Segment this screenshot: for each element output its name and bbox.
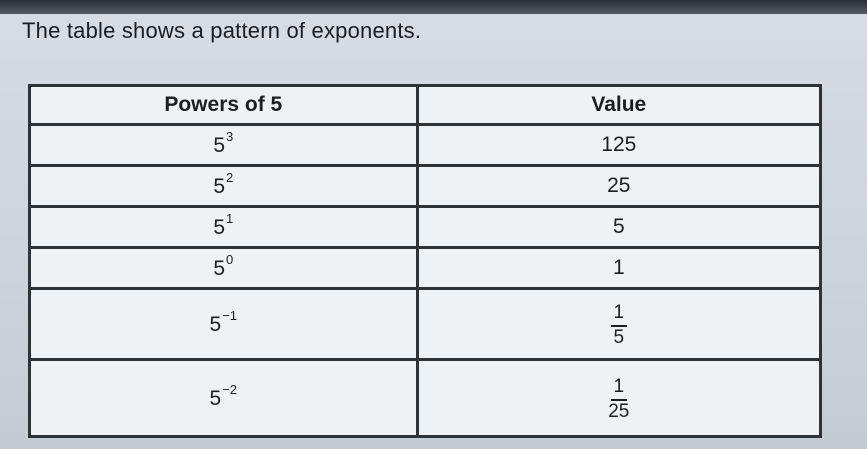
power-expression bbox=[213, 170, 234, 199]
table-header-row bbox=[30, 86, 821, 125]
value-cell: 5 bbox=[417, 207, 820, 248]
power-expression bbox=[213, 211, 234, 240]
fraction-numerator: 1 bbox=[611, 303, 628, 327]
question-prompt: The table shows a pattern of exponents. bbox=[22, 18, 422, 43]
value-cell bbox=[417, 360, 820, 437]
power-expression bbox=[213, 252, 234, 281]
power-cell bbox=[30, 166, 418, 207]
power-cell bbox=[30, 360, 418, 437]
power-base: 5 bbox=[213, 257, 226, 280]
fraction-value bbox=[611, 303, 628, 349]
exponent-table-container bbox=[28, 84, 822, 434]
power-cell bbox=[30, 207, 418, 248]
table-row bbox=[30, 125, 821, 166]
power-cell bbox=[30, 125, 418, 166]
power-expression bbox=[209, 382, 238, 411]
power-exponent: −1 bbox=[222, 308, 238, 323]
header-powers-of-5: Powers of 5 bbox=[30, 86, 418, 125]
top-edge-strip bbox=[0, 0, 867, 14]
power-base: 5 bbox=[213, 216, 226, 239]
table-row bbox=[30, 207, 821, 248]
fraction-denominator: 5 bbox=[613, 326, 625, 348]
table-row bbox=[30, 248, 821, 289]
table-row bbox=[30, 289, 821, 360]
power-base: 5 bbox=[213, 134, 226, 157]
fraction-value bbox=[608, 377, 629, 423]
power-expression bbox=[213, 129, 234, 158]
value-cell: 25 bbox=[417, 166, 820, 207]
value-cell bbox=[417, 289, 820, 360]
power-exponent: 1 bbox=[226, 211, 234, 226]
exponent-table bbox=[28, 84, 822, 438]
power-base: 5 bbox=[213, 175, 226, 198]
value-cell: 1 bbox=[417, 248, 820, 289]
power-expression bbox=[209, 308, 238, 337]
header-value: Value bbox=[417, 86, 820, 125]
fraction-denominator: 25 bbox=[608, 400, 630, 422]
table-row bbox=[30, 360, 821, 437]
value-cell: 125 bbox=[417, 125, 820, 166]
power-exponent: 0 bbox=[226, 252, 234, 267]
power-exponent: 3 bbox=[226, 129, 234, 144]
power-cell bbox=[30, 289, 418, 360]
power-exponent: 2 bbox=[226, 170, 234, 185]
power-base: 5 bbox=[209, 313, 222, 336]
power-base: 5 bbox=[209, 387, 222, 410]
table-row bbox=[30, 166, 821, 207]
power-exponent: −2 bbox=[222, 382, 238, 397]
fraction-numerator: 1 bbox=[611, 377, 628, 401]
power-cell bbox=[30, 248, 418, 289]
